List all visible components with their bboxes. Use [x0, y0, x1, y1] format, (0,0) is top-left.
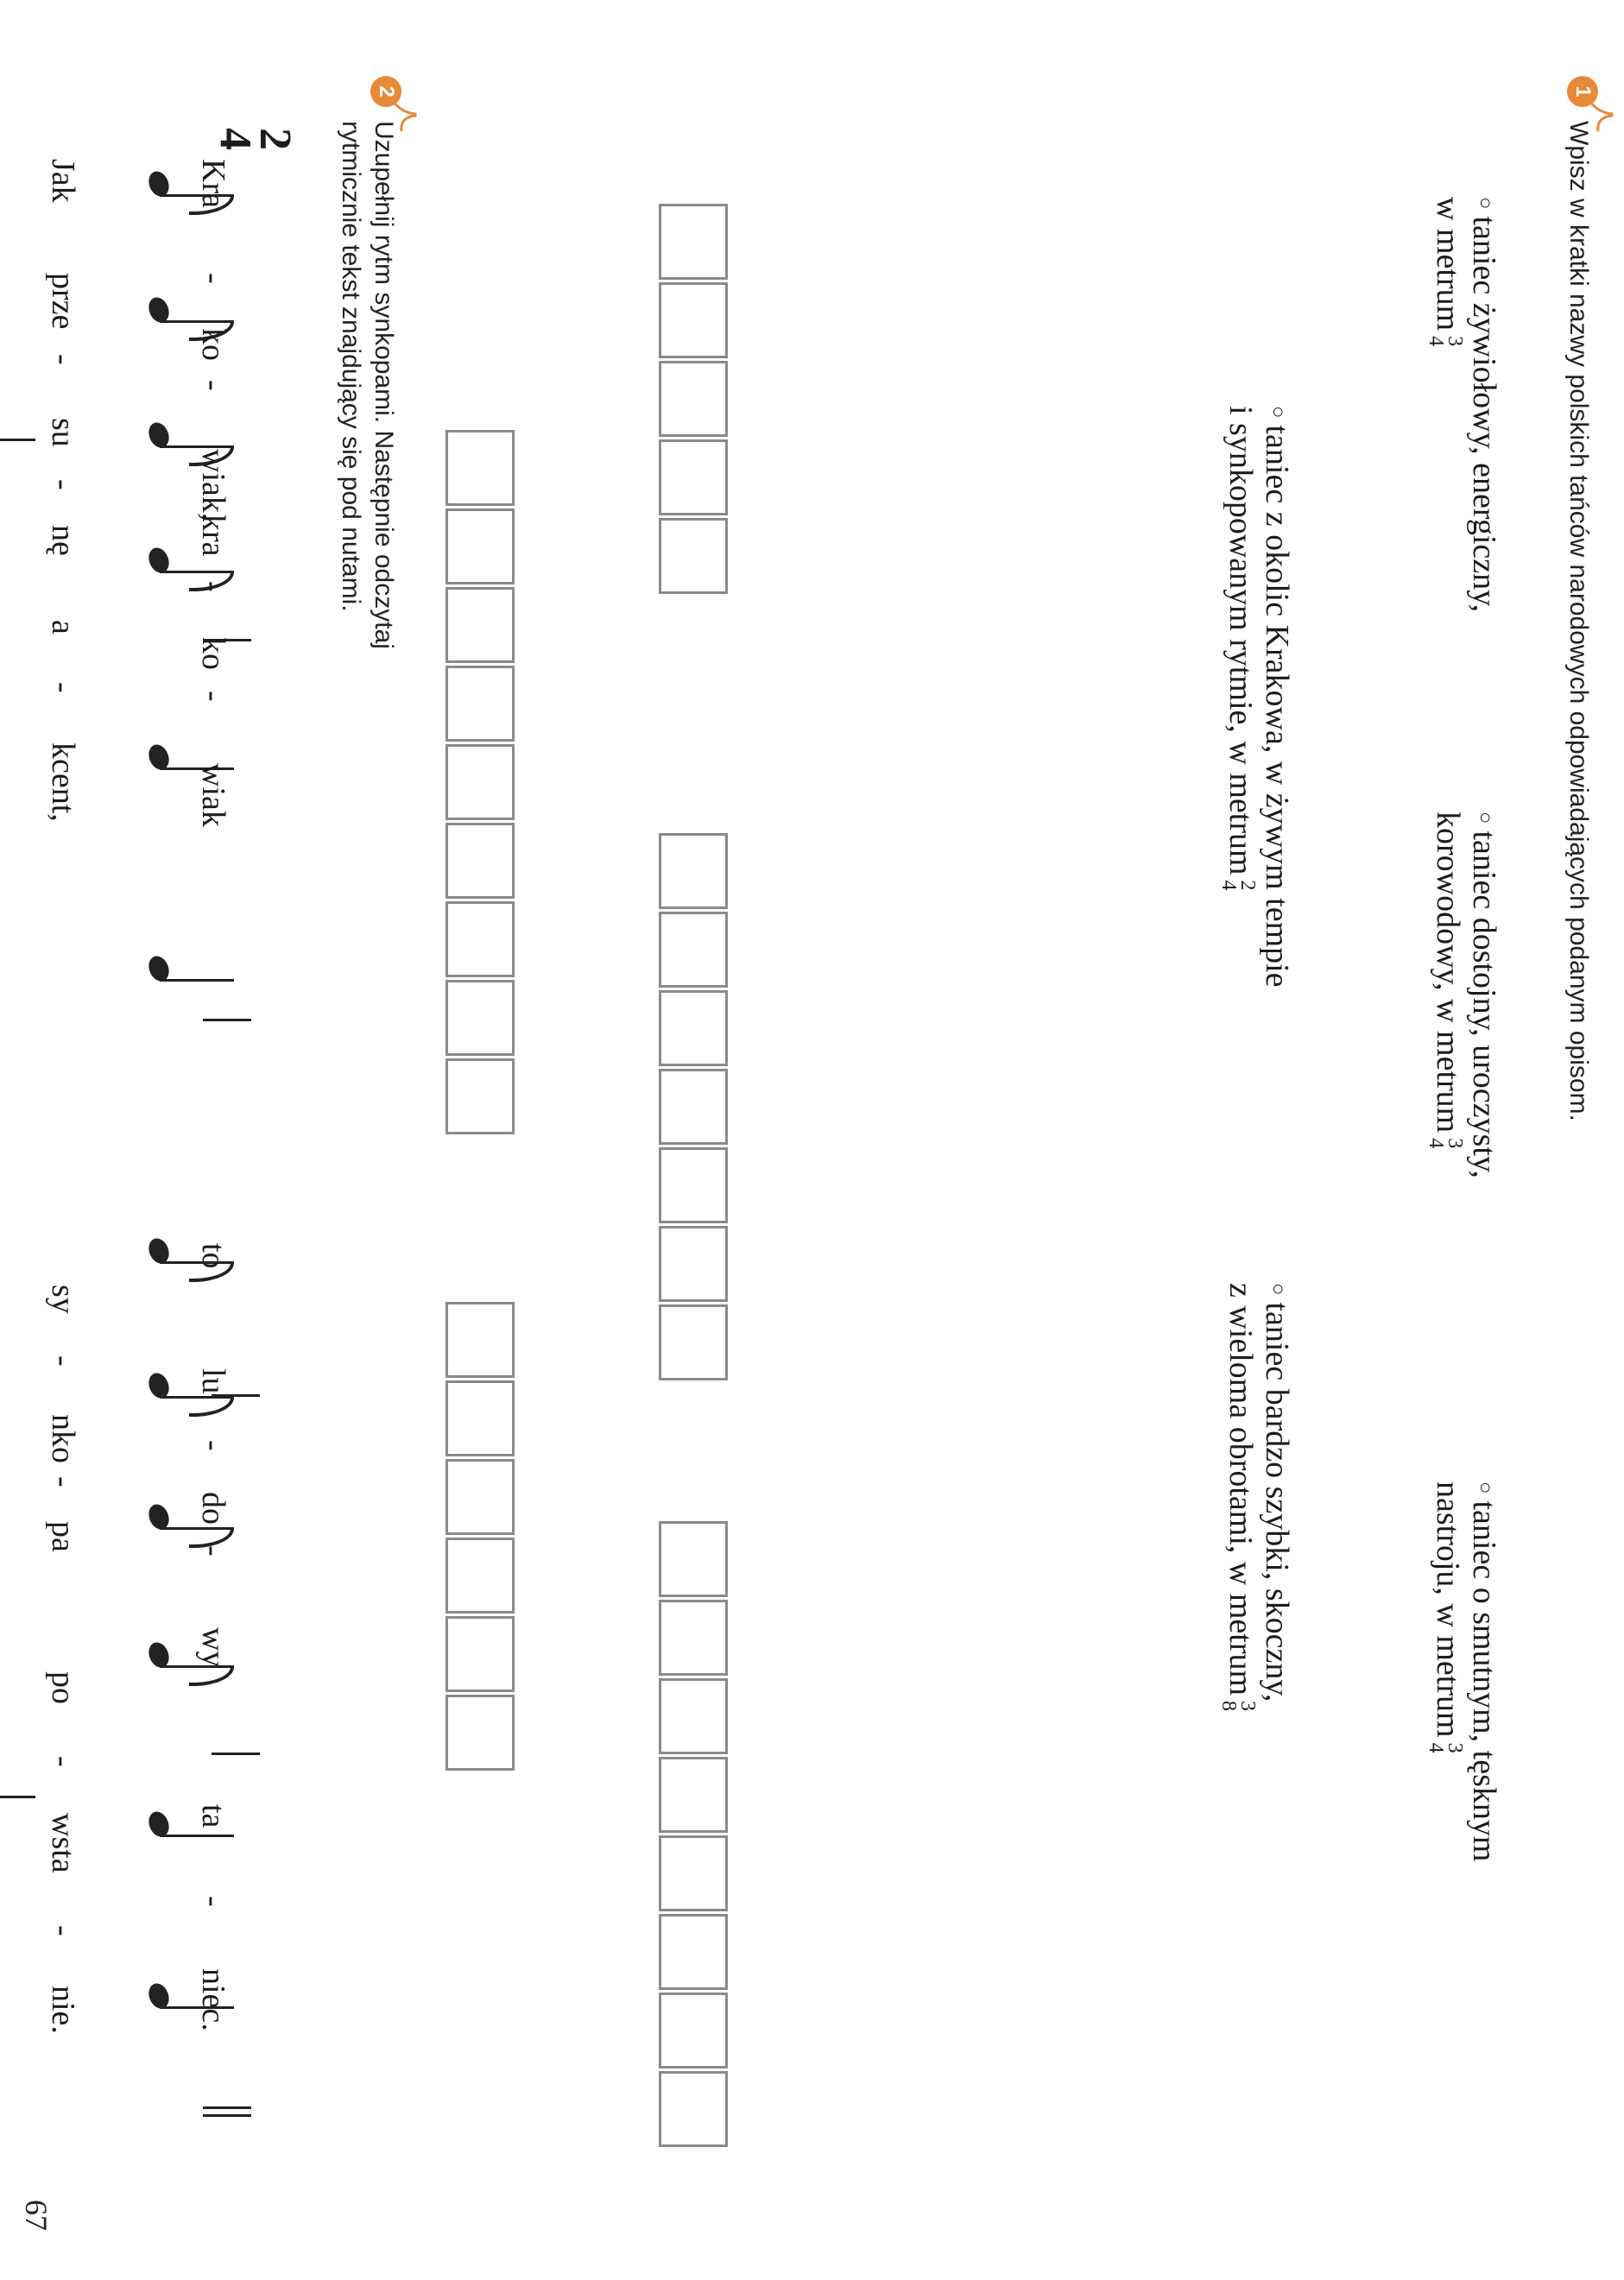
- dance-description-2-line-2: korowodowy, w metrum: [1430, 812, 1466, 1134]
- lyric-syllable: do: [195, 1492, 231, 1525]
- answer-box[interactable]: [659, 1835, 728, 1911]
- lyric-syllable: Jak: [45, 159, 81, 203]
- answer-box[interactable]: [445, 1538, 515, 1614]
- lyric-syllable: pa: [45, 1521, 81, 1552]
- lyric-syllable: wy: [195, 1627, 231, 1668]
- answer-box[interactable]: [445, 744, 515, 820]
- dance-description-3: ○taniec o smutnym, tęsknym nastroju, w metrum 3 4: [1424, 1481, 1502, 1862]
- answer-box[interactable]: [659, 282, 728, 358]
- lyric-syllable: -: [195, 1545, 231, 1557]
- lyric-syllable: kra: [195, 515, 231, 557]
- lyric-syllable: ko: [195, 637, 231, 670]
- lyric-syllable: ta: [195, 1804, 231, 1828]
- answer-box[interactable]: [659, 361, 728, 437]
- answer-box[interactable]: [445, 1302, 515, 1378]
- lyric-syllable: su: [45, 418, 81, 447]
- dance-description-4-line-1: taniec z okolic Krakowa, w żywym tempie: [1259, 425, 1295, 988]
- lyric-syllable: sy: [45, 1285, 81, 1314]
- dance-description-5-line-1: taniec bardzo szybki, skoczny,: [1259, 1302, 1295, 1702]
- answer-box[interactable]: [445, 980, 515, 1056]
- dance-description-4: ○taniec z okolic Krakowa, w żywym tempie i synkopowanym rytmie, w metrum 2 4: [1216, 406, 1295, 988]
- barline: [0, 1796, 35, 1798]
- dance-description-1: ○taniec żywiołowy, energiczny, w metrum 3 4: [1424, 197, 1502, 613]
- answer-box[interactable]: [659, 1600, 728, 1676]
- dance-description-4-line-2: i synkopowanym rytmie, w metrum: [1223, 406, 1259, 875]
- dance-description-3-line-2: nastroju, w metrum: [1430, 1481, 1466, 1738]
- answer-box[interactable]: [445, 901, 515, 977]
- answer-box[interactable]: [659, 518, 728, 594]
- answer-box[interactable]: [659, 439, 728, 515]
- final-barline: [203, 2106, 251, 2117]
- lyric-syllable: a: [45, 620, 81, 635]
- exercise-2-number-badge: 2: [370, 76, 401, 107]
- lyric-syllable: niec.: [195, 1968, 231, 2031]
- answer-box[interactable]: [659, 1757, 728, 1833]
- exercise-2-instruction-line-1: Uzupełnij rytm synkopami. Następnie odczytaj: [370, 121, 398, 649]
- lyric-syllable: -: [45, 682, 81, 693]
- meter-fraction: 3 4: [1424, 1742, 1466, 1753]
- lyric-syllable: -: [45, 354, 81, 365]
- answer-box[interactable]: [445, 823, 515, 899]
- answer-boxes-5: [445, 1302, 515, 1773]
- barline: [0, 439, 35, 441]
- lyric-syllable: -: [195, 691, 231, 702]
- meter-fraction: 3 4: [1424, 336, 1466, 347]
- answer-box[interactable]: [659, 204, 728, 280]
- answer-box[interactable]: [445, 587, 515, 663]
- lyric-syllable: -: [195, 581, 231, 592]
- lyric-syllable: -: [195, 1896, 231, 1907]
- page-number: 67: [19, 2200, 54, 2231]
- meter-fraction: 3 8: [1216, 1701, 1259, 1712]
- answer-box[interactable]: [659, 990, 728, 1066]
- dance-description-1-line-1: taniec żywiołowy, energiczny,: [1466, 216, 1502, 613]
- answer-box[interactable]: [659, 1147, 728, 1223]
- dance-description-2-line-1: taniec dostojny, uroczysty,: [1466, 831, 1502, 1178]
- lyric-syllable: -: [45, 1476, 81, 1487]
- answer-box[interactable]: [445, 1058, 515, 1134]
- quarter-note: [148, 954, 243, 1006]
- exercise-2-instruction-line-2: rytmicznie tekst znajdujący się pod nutami.: [337, 121, 365, 612]
- answer-boxes-3: [659, 1521, 728, 2150]
- lyric-syllable: nie.: [45, 1986, 81, 2034]
- lyric-syllable: -: [195, 380, 231, 391]
- answer-box[interactable]: [659, 1521, 728, 1597]
- dance-description-2: ○taniec dostojny, uroczysty, korowodowy, w metrum 3 4: [1424, 812, 1502, 1178]
- answer-box[interactable]: [659, 1678, 728, 1754]
- answer-boxes-1: [659, 204, 728, 597]
- lyric-syllable: -: [45, 1925, 81, 1936]
- answer-box[interactable]: [445, 1459, 515, 1535]
- lyric-syllable: kcent,: [45, 742, 81, 822]
- exercise-1-instruction: Wpisz w kratki nazwy polskich tańców narodowych odpowiadających podanym opisom.: [1564, 121, 1593, 1121]
- answer-boxes-2: [659, 833, 728, 1383]
- answer-box[interactable]: [445, 1695, 515, 1771]
- lyric-syllable: -: [45, 1756, 81, 1767]
- answer-box[interactable]: [659, 1993, 728, 2068]
- lyric-syllable: po: [45, 1671, 81, 1704]
- answer-box[interactable]: [445, 508, 515, 584]
- exercise-1-number-badge: 1: [1567, 76, 1598, 107]
- answer-box[interactable]: [659, 1914, 728, 1990]
- lyric-syllable: wiak: [195, 763, 231, 827]
- dance-description-3-line-1: taniec o smutnym, tęsknym: [1466, 1500, 1502, 1862]
- dance-description-5-line-2: z wieloma obrotami, w metrum: [1223, 1283, 1259, 1696]
- lyric-syllable: Kra: [195, 159, 231, 208]
- dance-description-5: ○taniec bardzo szybki, skoczny, z wieloma obrotami, w metrum 3 8: [1216, 1283, 1295, 1712]
- answer-boxes-4: [445, 430, 515, 1137]
- exercise-2-instruction: [334, 121, 400, 649]
- lyric-syllable: to: [195, 1243, 231, 1269]
- meter-fraction: 2 4: [1216, 880, 1259, 891]
- lyric-syllable: -: [45, 1355, 81, 1367]
- answer-box[interactable]: [445, 1616, 515, 1692]
- answer-box[interactable]: [659, 833, 728, 909]
- answer-box[interactable]: [445, 430, 515, 506]
- answer-box[interactable]: [659, 1304, 728, 1380]
- lyric-syllable: ko: [195, 328, 231, 361]
- answer-box[interactable]: [659, 1069, 728, 1145]
- answer-box[interactable]: [659, 2071, 728, 2147]
- barline: [212, 1753, 260, 1755]
- answer-box[interactable]: [659, 1226, 728, 1302]
- lyric-syllable: lu: [195, 1368, 231, 1394]
- lyric-syllable: wiak,: [195, 449, 231, 521]
- time-signature: 2 4: [211, 128, 300, 150]
- lyric-syllable: -: [45, 479, 81, 490]
- dance-description-1-line-2: w metrum: [1430, 197, 1466, 332]
- lyric-syllable: -: [195, 1440, 231, 1451]
- barline: [203, 1019, 251, 1021]
- answer-box[interactable]: [659, 912, 728, 988]
- answer-box[interactable]: [445, 1380, 515, 1456]
- lyric-syllable: nko: [45, 1414, 81, 1463]
- barline: [212, 1394, 260, 1397]
- lyric-syllable: -: [195, 273, 231, 284]
- lyric-syllable: prze: [45, 273, 81, 330]
- meter-fraction: 3 4: [1424, 1138, 1466, 1149]
- lyric-syllable: wsta: [45, 1813, 81, 1873]
- lyric-syllable: nę: [45, 525, 81, 556]
- answer-box[interactable]: [445, 666, 515, 742]
